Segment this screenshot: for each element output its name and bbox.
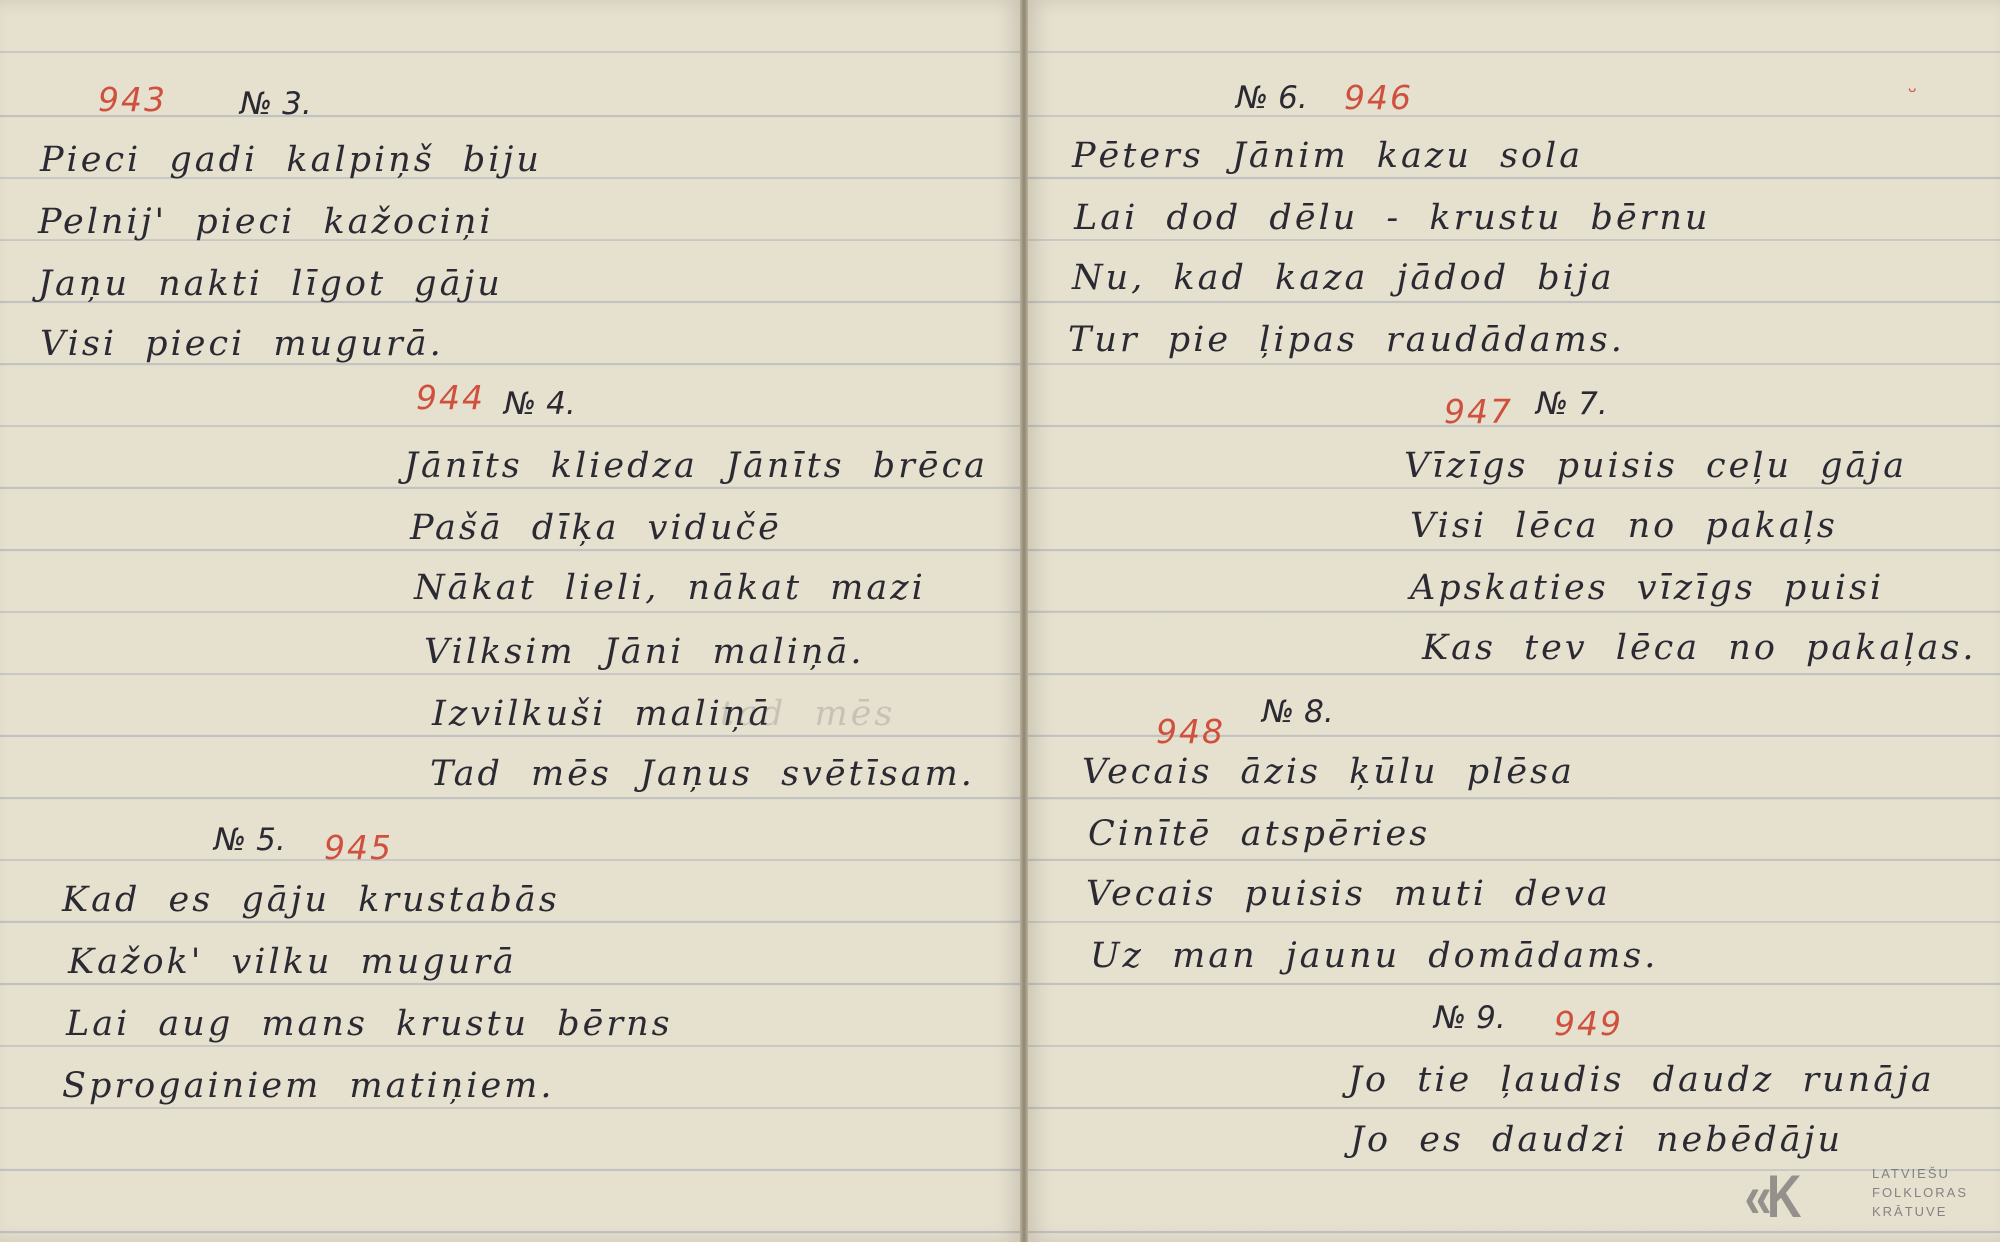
folklore-archive-logo xyxy=(1738,1158,1990,1236)
verse-line: Pelnij' pieci kažociņi xyxy=(38,202,494,242)
verse-line: Pēters Jānim kazu sola xyxy=(1072,136,1584,176)
song-number: № 7. xyxy=(1536,386,1608,422)
archive-number: 946 xyxy=(1344,78,1413,117)
verse-line: Vīzīgs puisis ceļu gāja xyxy=(1404,446,1908,486)
song-number: № 3. xyxy=(240,86,312,122)
verse-line: Visi lēca no pakaļs xyxy=(1410,506,1838,546)
verse-line: Lai dod dēlu - krustu bērnu xyxy=(1074,198,1711,238)
verse-line: Nākat lieli, nākat mazi xyxy=(414,568,926,608)
verse-line: Jo es daudzi nebēdāju xyxy=(1350,1120,1844,1160)
logo-line: KRĀTUVE xyxy=(1872,1204,1948,1219)
verse-line: Tad mēs Jaņus svētīsam. xyxy=(430,754,975,794)
song-number: № 5. xyxy=(214,822,286,858)
verse-line: Pašā dīķa vidučē xyxy=(410,508,782,548)
verse-line: Cinītē atspēries xyxy=(1088,814,1431,854)
archive-number: 947 xyxy=(1444,392,1513,431)
verse-line: Vecais āzis ķūlu plēsa xyxy=(1082,752,1575,792)
archive-number: 944 xyxy=(416,378,485,417)
verse-line: Jo tie ļaudis daudz runāja xyxy=(1348,1060,1935,1100)
archive-number: 945 xyxy=(324,828,393,867)
verse-line: Uz man jaunu domādams. xyxy=(1090,936,1659,976)
verse-line: Apskaties vīzīgs puisi xyxy=(1410,568,1885,608)
logo-line: FOLKLORAS xyxy=(1872,1185,1969,1200)
red-check-mark: ᵕ xyxy=(1908,80,1918,105)
song-number: № 4. xyxy=(504,386,576,422)
logo-line: LATVIEŠU xyxy=(1872,1166,1950,1181)
song-number: № 8. xyxy=(1262,694,1334,730)
right-notebook-page xyxy=(1026,0,2000,1242)
verse-line: Pieci gadi kalpiņš biju xyxy=(40,140,542,180)
song-number: № 6. xyxy=(1236,80,1308,116)
archive-number: 949 xyxy=(1554,1004,1623,1043)
verse-line: Tur pie ļipas raudādams. xyxy=(1068,320,1625,360)
verse-line: Visi pieci mugurā. xyxy=(40,324,444,364)
verse-line: Vilksim Jāni maliņā. xyxy=(424,632,865,672)
verse-line: Izvilkuši maliņā xyxy=(432,694,773,734)
verse-line: Sprogainiem matiņiem. xyxy=(62,1066,555,1106)
notebook-gutter xyxy=(1020,0,1028,1242)
verse-line: Lai aug mans krustu bērns xyxy=(66,1004,673,1044)
verse-line: Vecais puisis muti deva xyxy=(1086,874,1611,914)
verse-line: Jānīts kliedza Jānīts brēca xyxy=(404,446,989,486)
archive-number: 948 xyxy=(1156,712,1225,751)
verse-line: Nu, kad kaza jādod bija xyxy=(1072,258,1615,298)
verse-line: Kad es gāju krustabās xyxy=(62,880,560,920)
archive-number: 943 xyxy=(98,80,167,119)
verse-line: Kažok' vilku mugurā xyxy=(68,942,517,982)
lfk-logo-mark: ‹‹K xyxy=(1744,1163,1797,1230)
verse-line: Kas tev lēca no pakaļas. xyxy=(1422,628,1977,668)
logo-text xyxy=(1872,1164,1988,1221)
faint-show-through-text: tad mēs xyxy=(720,694,896,734)
verse-line: Jaņu nakti līgot gāju xyxy=(38,264,503,304)
song-number: № 9. xyxy=(1434,1000,1506,1036)
